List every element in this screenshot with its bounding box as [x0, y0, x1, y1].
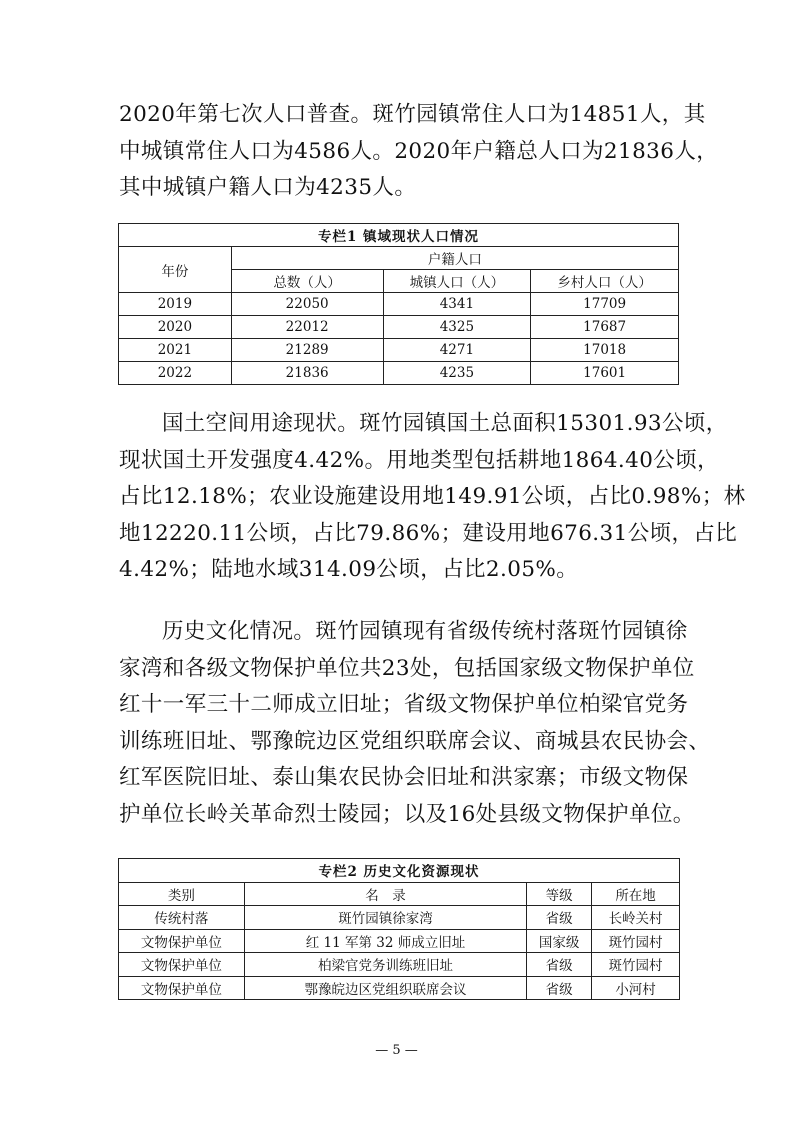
- table-cell: 柏梁官党务训练班旧址: [244, 953, 526, 977]
- table-cell: 长岭关村: [592, 906, 680, 930]
- column-header: 类别: [119, 882, 245, 906]
- table-cell: 4325: [383, 316, 531, 339]
- text-line: 历史文化情况。斑竹园镇现有省级传统村落斑竹园镇徐: [162, 619, 688, 644]
- table-cell: 4271: [383, 339, 531, 362]
- table-cell: 2019: [119, 293, 232, 316]
- table-cell: 文物保护单位: [119, 976, 245, 1000]
- column-header: 城镇人口（人）: [383, 270, 531, 293]
- table-cell: 17601: [531, 362, 679, 385]
- table-cell: 省级: [527, 906, 592, 930]
- table-cell: 斑竹园镇徐家湾: [244, 906, 526, 930]
- text-line: 现状国土开发强度4.42%。用地类型包括耕地1864.40公顷，: [119, 447, 720, 473]
- text-line: 4.42%；陆地水域314.09公顷，占比2.05%。: [119, 557, 579, 582]
- table-cell: 文物保护单位: [119, 929, 245, 953]
- text-line: 国土空间用途现状。斑竹园镇国土总面积15301.93公顷，: [162, 411, 728, 436]
- table-cell: 22012: [231, 316, 383, 339]
- table-title: 专栏2 历史文化资源现状: [119, 859, 680, 883]
- text-line: 训练班旧址、鄂豫皖边区党组织联席会议、商城县农民协会、: [119, 728, 711, 754]
- table-row: [119, 339, 679, 362]
- table-cell: 文物保护单位: [119, 953, 245, 977]
- table-row: [119, 293, 679, 316]
- column-header: 所在地: [592, 882, 680, 906]
- column-header: 等级: [527, 882, 592, 906]
- table-row: [119, 906, 680, 930]
- table-cell: 斑竹园村: [592, 929, 680, 953]
- table-cell: 2020: [119, 316, 232, 339]
- page-number: — 5 —: [375, 1043, 418, 1058]
- table-row: [119, 316, 679, 339]
- text-line: 红十一军三十二师成立旧址；省级文物保护单位柏梁官党务: [119, 692, 689, 717]
- table-title: 专栏1 镇域现状人口情况: [119, 224, 679, 247]
- table-cell: 斑竹园村: [592, 953, 680, 977]
- table-cell: 4235: [383, 362, 531, 385]
- table-cell: 21289: [231, 339, 383, 362]
- table-cell: 国家级: [527, 929, 592, 953]
- registered-population-header: 户籍人口: [231, 247, 678, 270]
- table-cell: 17709: [531, 293, 679, 316]
- table-cell: 4341: [383, 293, 531, 316]
- population-paragraph: [119, 97, 719, 207]
- table-cell: 传统村落: [119, 906, 245, 930]
- table-cell: 红 11 军第 32 师成立旧址: [244, 929, 526, 953]
- table-cell: 22050: [231, 293, 383, 316]
- column-header: 名 录: [244, 882, 526, 906]
- table-cell: 鄂豫皖边区党组织联席会议: [244, 976, 526, 1000]
- heritage-table: [118, 858, 680, 1000]
- table-cell: 省级: [527, 953, 592, 977]
- table-row: [119, 953, 680, 977]
- text-line: 红军医院旧址、泰山集农民协会旧址和洪家寨；市级文物保: [119, 765, 689, 790]
- table-cell: 17018: [531, 339, 679, 362]
- text-line: 护单位长岭关革命烈士陵园；以及16处县级文物保护单位。: [119, 801, 695, 827]
- text-line: 其中城镇户籍人口为4235人。: [119, 175, 417, 200]
- table-cell: 2022: [119, 362, 232, 385]
- table-cell: 2021: [119, 339, 232, 362]
- table-row: [119, 976, 680, 1000]
- text-line: 占比12.18%；农业设施建设用地149.91公顷，占比0.98%；林: [119, 484, 746, 509]
- text-line: 2020年第七次人口普查。斑竹园镇常住人口为14851人，其: [119, 102, 706, 127]
- column-header: 乡村人口（人）: [531, 270, 679, 293]
- table-row: [119, 929, 680, 953]
- column-header: 总数（人）: [231, 270, 383, 293]
- land-use-paragraph: [119, 406, 746, 589]
- text-line: 地12220.11公顷，占比79.86%；建设用地676.31公顷，占比: [119, 520, 738, 546]
- text-line: 中城镇常住人口为4586人。2020年户籍总人口为21836人，: [119, 138, 719, 164]
- table-row: [119, 362, 679, 385]
- history-culture-paragraph: [119, 614, 711, 833]
- table-cell: 小河村: [592, 976, 680, 1000]
- table-cell: 21836: [231, 362, 383, 385]
- population-table: [118, 223, 679, 385]
- table-cell: 17687: [531, 316, 679, 339]
- table-cell: 省级: [527, 976, 592, 1000]
- text-line: 家湾和各级文物保护单位共23处，包括国家级文物保护单位: [119, 655, 695, 681]
- year-header: 年份: [119, 247, 232, 293]
